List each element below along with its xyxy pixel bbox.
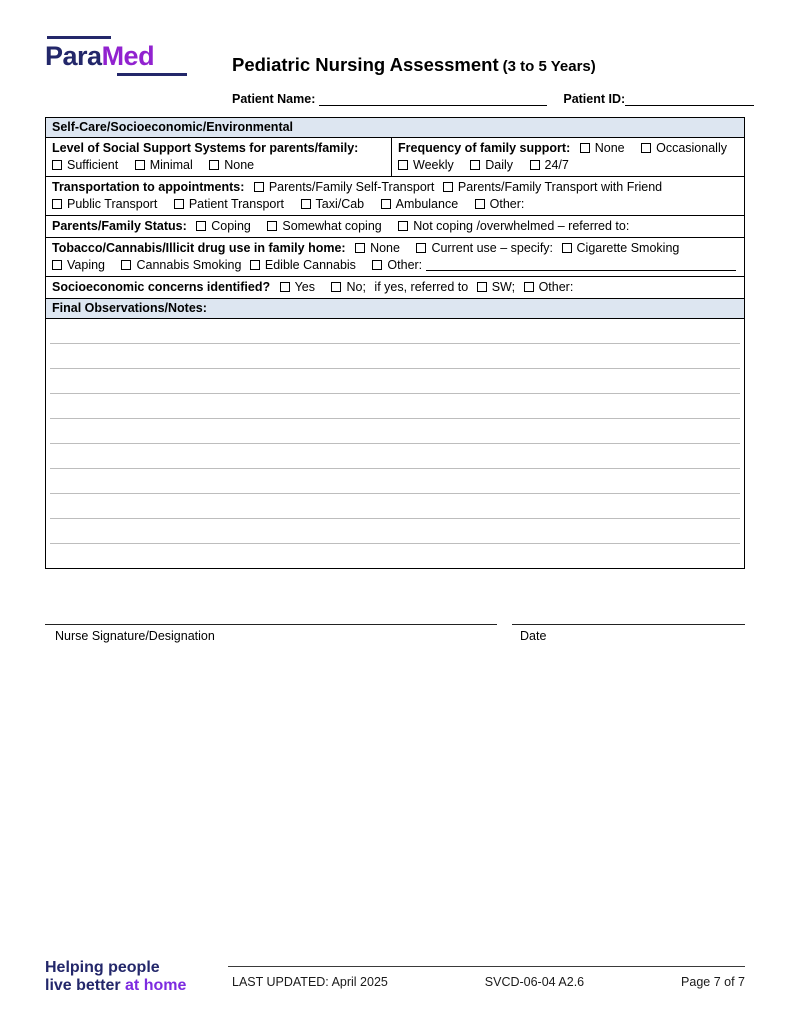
- ruled-line: [50, 419, 740, 444]
- substance-other-input[interactable]: [426, 257, 736, 271]
- nurse-signature-input[interactable]: [45, 614, 497, 625]
- checkbox-icon[interactable]: [372, 260, 382, 270]
- checkbox-icon[interactable]: [416, 243, 426, 253]
- assessment-form-table: [45, 117, 745, 569]
- checkbox-icon[interactable]: [196, 221, 206, 231]
- date-label: Date: [520, 629, 547, 643]
- option-socio-sw[interactable]: SW;: [477, 280, 515, 294]
- page-title: [232, 54, 596, 76]
- social-support-row: [46, 138, 744, 177]
- title-suffix: (3 to 5 Years): [502, 58, 596, 75]
- checkbox-icon[interactable]: [135, 160, 145, 170]
- option-public-transport[interactable]: Public Transport: [52, 197, 157, 211]
- checkbox-icon[interactable]: [443, 182, 453, 192]
- option-edible-cannabis[interactable]: Edible Cannabis: [250, 258, 356, 272]
- section-header-selfcare: Self-Care/Socioeconomic/Environmental: [46, 118, 744, 138]
- checkbox-icon[interactable]: [398, 160, 408, 170]
- patient-header-line: [232, 92, 754, 106]
- option-taxi-cab[interactable]: Taxi/Cab: [301, 197, 365, 211]
- ruled-line: [50, 494, 740, 519]
- patient-id-label: Patient ID:: [563, 92, 626, 106]
- option-minimal[interactable]: Minimal: [135, 158, 193, 172]
- tagline-line1: Helping people: [45, 959, 160, 976]
- tagline-line2: [45, 977, 186, 995]
- option-transport-with-friend[interactable]: Parents/Family Transport with Friend: [443, 180, 662, 194]
- checkbox-icon[interactable]: [267, 221, 277, 231]
- option-weekly[interactable]: Weekly: [398, 158, 454, 172]
- checkbox-icon[interactable]: [209, 160, 219, 170]
- social-support-label: Level of Social Support Systems for parents/family:: [52, 141, 359, 155]
- option-substance-other[interactable]: Other:: [372, 258, 422, 272]
- checkbox-icon[interactable]: [52, 160, 62, 170]
- checkbox-icon[interactable]: [470, 160, 480, 170]
- logo-bottom-rule: [117, 73, 187, 76]
- substance-use-label: Tobacco/Cannabis/Illicit drug use in family home:: [52, 241, 346, 255]
- option-patient-transport[interactable]: Patient Transport: [174, 197, 284, 211]
- patient-name-label: Patient Name:: [232, 92, 316, 106]
- checkbox-icon[interactable]: [301, 199, 311, 209]
- transportation-row: [46, 177, 744, 216]
- footer-last-updated: LAST UPDATED: April 2025: [232, 975, 388, 989]
- checkbox-icon[interactable]: [524, 282, 534, 292]
- socioeconomic-label: Socioeconomic concerns identified?: [52, 280, 271, 294]
- checkbox-icon[interactable]: [174, 199, 184, 209]
- tagline-at-home: at home: [125, 976, 187, 994]
- family-status-label: Parents/Family Status:: [52, 219, 187, 233]
- checkbox-icon[interactable]: [331, 282, 341, 292]
- option-not-coping[interactable]: Not coping /overwhelmed – referred to:: [398, 219, 629, 233]
- option-socio-other[interactable]: Other:: [524, 280, 574, 294]
- footer-divider: [228, 966, 745, 967]
- section-header-final-observations: Final Observations/Notes:: [46, 299, 744, 319]
- option-self-transport[interactable]: Parents/Family Self-Transport: [254, 180, 435, 194]
- socioeconomic-row: [46, 277, 744, 299]
- option-ambulance[interactable]: Ambulance: [381, 197, 459, 211]
- option-cigarette-smoking[interactable]: Cigarette Smoking: [562, 241, 680, 255]
- logo-wordmark: [45, 41, 195, 72]
- notes-area[interactable]: [46, 319, 744, 568]
- paramed-logo: [45, 36, 195, 76]
- checkbox-icon[interactable]: [52, 199, 62, 209]
- option-socio-yes[interactable]: Yes: [280, 280, 315, 294]
- ruled-line: [50, 319, 740, 344]
- option-occasionally[interactable]: Occasionally: [641, 141, 727, 155]
- ruled-line: [50, 344, 740, 369]
- social-support-cell: [46, 138, 392, 176]
- checkbox-icon[interactable]: [250, 260, 260, 270]
- checkbox-icon[interactable]: [562, 243, 572, 253]
- socioeconomic-referred-text: if yes, referred to: [374, 280, 469, 294]
- ruled-line: [50, 444, 740, 469]
- logo-top-rule: [47, 36, 111, 39]
- checkbox-icon[interactable]: [121, 260, 131, 270]
- ruled-line: [50, 369, 740, 394]
- option-support-none[interactable]: None: [209, 158, 254, 172]
- tagline-live-better: live better: [45, 976, 126, 994]
- option-socio-no[interactable]: No;: [331, 280, 365, 294]
- checkbox-icon[interactable]: [530, 160, 540, 170]
- option-sufficient[interactable]: Sufficient: [52, 158, 118, 172]
- tagline: [45, 959, 186, 994]
- option-somewhat-coping[interactable]: Somewhat coping: [267, 219, 381, 233]
- signature-section: [45, 614, 745, 643]
- ruled-line: [50, 394, 740, 419]
- checkbox-icon[interactable]: [52, 260, 62, 270]
- date-block: [512, 614, 745, 643]
- checkbox-icon[interactable]: [280, 282, 290, 292]
- logo-part-para: Para: [45, 41, 102, 71]
- checkbox-icon[interactable]: [477, 282, 487, 292]
- date-input[interactable]: [512, 614, 745, 625]
- option-coping[interactable]: Coping: [196, 219, 251, 233]
- option-transport-other[interactable]: Other:: [475, 197, 525, 211]
- checkbox-icon[interactable]: [254, 182, 264, 192]
- nurse-signature-block: [45, 614, 497, 643]
- checkbox-icon[interactable]: [355, 243, 365, 253]
- title-main: Pediatric Nursing Assessment: [232, 54, 499, 75]
- patient-name-input[interactable]: [319, 92, 547, 106]
- footer-page-number: Page 7 of 7: [681, 975, 745, 989]
- footer-info: [228, 975, 745, 989]
- ruled-line: [50, 519, 740, 544]
- option-vaping[interactable]: Vaping: [52, 258, 105, 272]
- family-support-label: Frequency of family support:: [398, 141, 571, 155]
- family-support-cell: [392, 138, 744, 176]
- nurse-signature-label: Nurse Signature/Designation: [55, 629, 215, 643]
- patient-id-input[interactable]: [625, 92, 754, 106]
- option-current-use[interactable]: Current use – specify:: [416, 241, 553, 255]
- logo-part-med: Med: [101, 41, 155, 71]
- option-cannabis-smoking[interactable]: Cannabis Smoking: [121, 258, 241, 272]
- substance-use-row: [46, 238, 744, 277]
- option-daily[interactable]: Daily: [470, 158, 513, 172]
- checkbox-icon[interactable]: [475, 199, 485, 209]
- option-24-7[interactable]: 24/7: [530, 158, 569, 172]
- checkbox-icon[interactable]: [641, 143, 651, 153]
- checkbox-icon[interactable]: [580, 143, 590, 153]
- checkbox-icon[interactable]: [398, 221, 408, 231]
- option-freq-none[interactable]: None: [580, 141, 625, 155]
- family-status-row: [46, 216, 744, 238]
- footer-doc-code: SVCD-06-04 A2.6: [484, 975, 585, 989]
- ruled-line: [50, 469, 740, 494]
- transportation-label: Transportation to appointments:: [52, 180, 245, 194]
- option-substance-none[interactable]: None: [355, 241, 400, 255]
- checkbox-icon[interactable]: [381, 199, 391, 209]
